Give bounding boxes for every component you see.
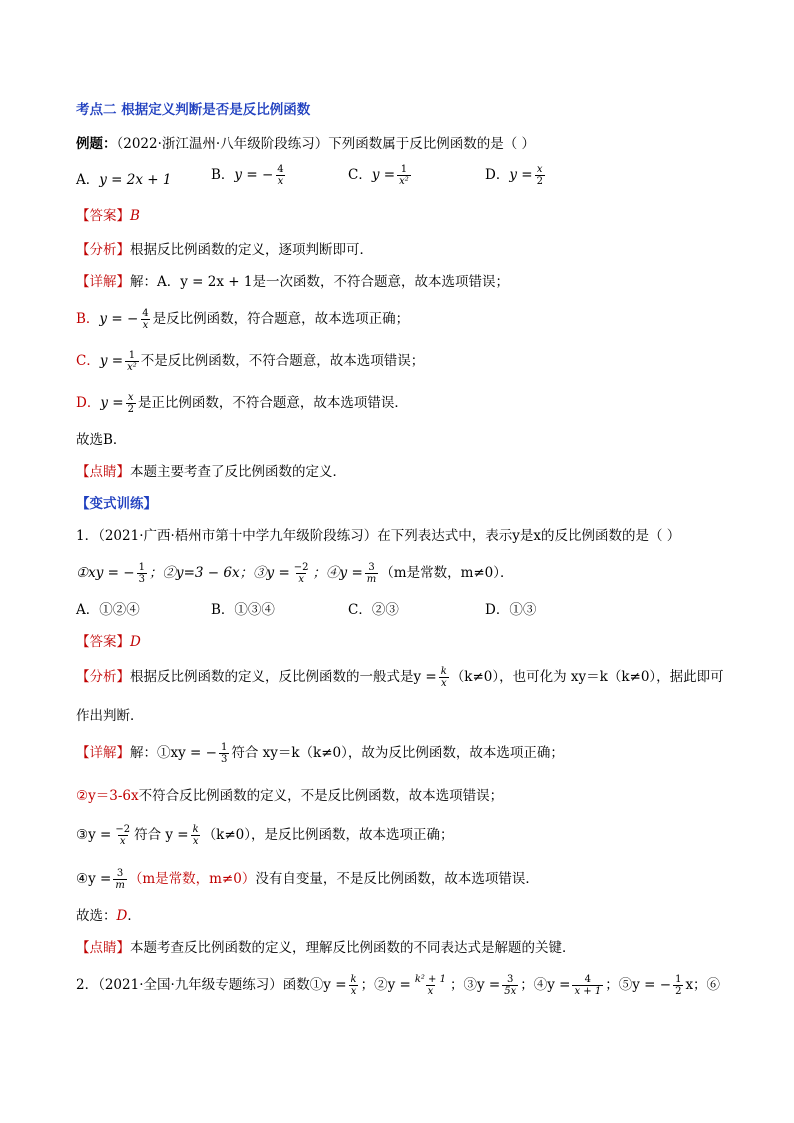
- example-choose: 故选B．: [76, 432, 127, 448]
- q1-option-d: D．①③: [485, 602, 537, 618]
- example-answer: 【答案】B: [76, 208, 140, 224]
- example-detail-a: 【详解】解：A．y = 2x + 1是一次函数，不符合题意，故本选项错误；: [76, 274, 509, 290]
- q1-detail-1: 【详解】解：①xy = − $\frac{1}{3}$ 符合 xy＝k（k≠0），故为反比例函数，故本选项正确；: [76, 742, 564, 765]
- q1-analysis-line2: 作出判断．: [76, 708, 144, 724]
- option-c: C．y = $\frac{1}{\text{x²}}$: [348, 164, 409, 187]
- q2-stem: 2．（2021·全国·九年级专题练习）函数①y = $\frac{k}{x}$ ；②y = $\frac{\text{k² + 1}}{x}$ ；③y = $\frac{3}{5x}$ ；④y = $\frac{4}{x + 1}$ ；⑤y = − $\frac{1}{2}$ x；⑥: [76, 974, 721, 997]
- q1-detail-3: ③y = $\frac{-2}{x}$ 符合 y = $\frac{k}{x}$ （k≠0），是反比例函数，故本选项正确；: [76, 824, 454, 847]
- q1-option-b: B．①③④: [211, 602, 275, 618]
- q1-stem: 1．（2021·广西·梧州市第十中学九年级阶段练习）在下列表达式中，表示y是x的反比例函数的是（ ）: [76, 528, 681, 544]
- q1-detail-2: ②y＝3-6x不符合反比例函数的定义，不是反比例函数，故本选项错误；: [76, 788, 504, 804]
- q1-choose: 故选：D．: [76, 908, 141, 924]
- option-d: D．y = $\frac{x}{2}$: [485, 164, 543, 187]
- q1-items: ①xy = − $\frac{1}{3}$ ；②y=3 − 6x；③y = $\frac{-2}{x}$ ；④y = $\frac{3}{m}$ （m是常数，m≠0）．: [76, 562, 514, 585]
- q1-comment: 【点睛】本题考查反比例函数的定义，理解反比例函数的不同表达式是解题的关键．: [76, 940, 576, 956]
- example-detail-c: C．y = $\frac{1}{\text{x²}}$ 不是反比例函数，不符合题意，故本选项错误；: [76, 350, 425, 373]
- q1-answer: 【答案】D: [76, 634, 141, 650]
- example-comment: 【点睛】本题主要考查了反比例函数的定义．: [76, 464, 346, 480]
- example-source: （2022·浙江温州·八年级阶段练习）下列函数属于反比例函数的是（ ）: [116, 136, 535, 152]
- variant-title: 【变式训练】: [76, 496, 157, 512]
- q1-analysis: 【分析】根据反比例函数的定义，反比例函数的一般式是y = $\frac{k}{x}$ （k≠0），也可化为 xy＝k（k≠0），据此即可: [76, 666, 724, 689]
- example-label: 例题：: [76, 136, 117, 152]
- q1-option-c: C．②③: [348, 602, 399, 618]
- example-stem: [76, 134, 734, 154]
- example-analysis: 【分析】根据反比例函数的定义，逐项判断即可．: [76, 242, 373, 258]
- q1-detail-4: ④y = $\frac{3}{m}$ （m是常数，m≠0）没有自变量，不是反比例函数，故本选项错误．: [76, 868, 539, 891]
- example-detail-b: B．y = − $\frac{4}{x}$ 是反比例函数，符合题意，故本选项正确；: [76, 308, 410, 331]
- option-a: A．y = 2x + 1: [76, 172, 172, 188]
- example-detail-d: D．y = $\frac{x}{2}$ 是正比例函数，不符合题意，故本选项错误．: [76, 392, 408, 415]
- q1-option-a: A．①②④: [76, 602, 140, 618]
- option-b: B．y = − $\frac{4}{x}$: [211, 164, 284, 187]
- section-title: 考点二 根据定义判断是否是反比例函数: [76, 102, 311, 118]
